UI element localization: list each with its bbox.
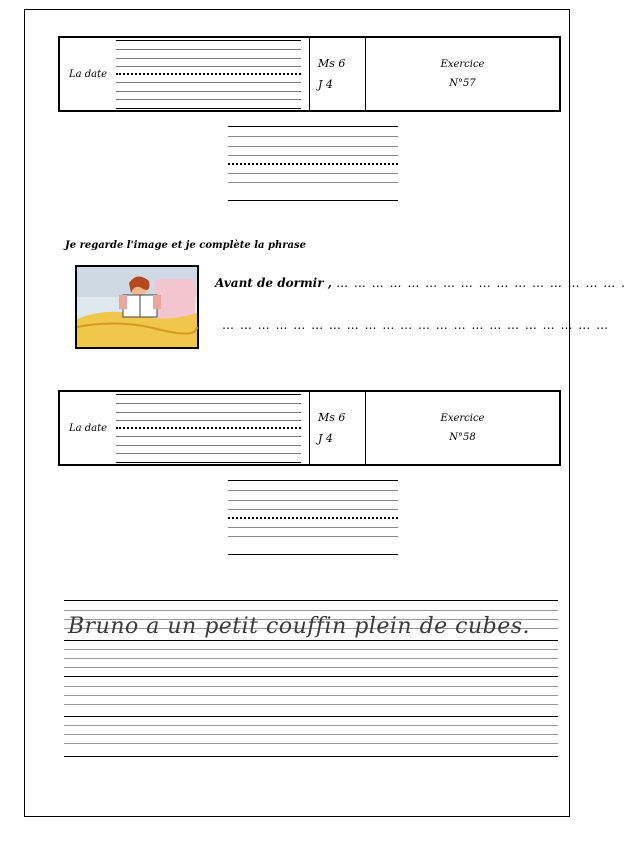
exercise-box bbox=[366, 38, 559, 110]
date-label: La date bbox=[68, 422, 108, 434]
exercise-label: Exercice bbox=[440, 59, 485, 70]
answer-blank-1[interactable]: … … … … … … … … … … … … … … … … . bbox=[336, 276, 626, 290]
exercise-number: N°57 bbox=[449, 78, 476, 89]
exercise-header-57 bbox=[58, 36, 561, 112]
date-practice-lines bbox=[228, 480, 398, 558]
level-box bbox=[310, 392, 366, 464]
illustration-girl-reading-in-bed bbox=[75, 265, 199, 349]
date-practice-lines bbox=[228, 126, 398, 204]
sentence-start: Avant de dormir , bbox=[215, 276, 332, 290]
answer-blank-2[interactable]: … … … … … … … … … … … … … … … … … … … … … … bbox=[222, 318, 610, 332]
exercise-header-58 bbox=[58, 390, 561, 466]
exercise-label: Exercice bbox=[440, 413, 485, 424]
j-label: J 4 bbox=[318, 432, 333, 445]
sentence-line-1 bbox=[215, 276, 626, 290]
ms-label: Ms 6 bbox=[318, 57, 346, 70]
handwriting-practice-block bbox=[64, 600, 558, 764]
instruction-text: Je regarde l'image et je complète la phrase bbox=[65, 240, 306, 251]
model-sentence: Bruno a un petit couffin plein de cubes. bbox=[68, 614, 531, 639]
date-writing-lines bbox=[116, 392, 310, 464]
ms-label: Ms 6 bbox=[318, 411, 346, 424]
date-label: La date bbox=[68, 68, 108, 80]
sentence-line-2 bbox=[222, 318, 609, 332]
level-box bbox=[310, 38, 366, 110]
date-writing-lines bbox=[116, 38, 310, 110]
j-label: J 4 bbox=[318, 78, 333, 91]
exercise-number: N°58 bbox=[449, 432, 476, 443]
exercise-box bbox=[366, 392, 559, 464]
